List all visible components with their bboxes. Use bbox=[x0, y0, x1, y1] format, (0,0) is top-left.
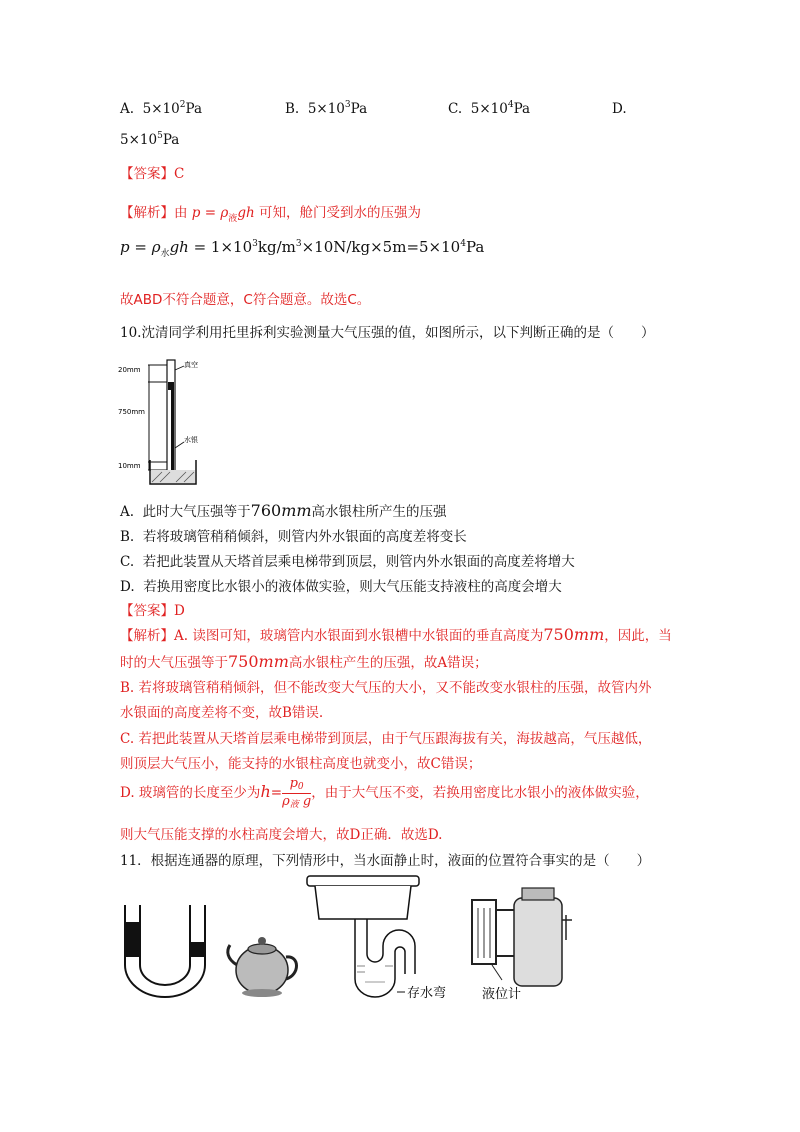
q10-answer: 【答案】D bbox=[120, 603, 185, 619]
q9-analysis: 【解析】由 $p = \rho_液gh$ 可知，舱门受到水的压强为 bbox=[120, 205, 421, 224]
q10-stem: 10.沈清同学利用托里拆利实验测量大气压强的值，如图所示，以下判断正确的是（ ） bbox=[120, 325, 655, 341]
u-tube-figure bbox=[120, 900, 210, 1000]
torricelli-figure bbox=[118, 352, 218, 490]
label-10mm: 10mm bbox=[118, 462, 141, 470]
q9-conclusion: 故ABD不符合题意，C符合题意。故选C。 bbox=[120, 292, 371, 308]
q10-option-d: D. 若换用密度比水银小的液体做实验，则大气压能支持液柱的高度会增大 bbox=[120, 579, 562, 595]
q10-option-a: A. 此时大气压强等于760mm高水银柱所产生的压强 bbox=[120, 501, 447, 520]
q10-analysis-c-line1: C. 若把此装置从天塔首层乘电梯带到顶层，由于气压跟海拔有关，海拔越高，气压越低， bbox=[120, 731, 652, 747]
label-750mm: 750mm bbox=[118, 408, 145, 416]
label-20mm: 20mm bbox=[118, 366, 141, 374]
q9-option-d-value: $5\times 10^5Pa$ bbox=[120, 131, 180, 148]
q10-analysis-b-line2: 水银面的高度差将不变，故B错误. bbox=[120, 705, 324, 721]
sink-trap-figure bbox=[305, 874, 475, 1014]
q10-analysis-a-line1: 【解析】A. 读图可知，玻璃管内水银面到水银槽中水银面的垂直高度为750mm，因此，当 bbox=[120, 625, 672, 644]
label-trap: 存水弯 bbox=[407, 986, 447, 1001]
label-mercury: 水银 bbox=[184, 436, 198, 444]
q9-option-d-label: D. bbox=[612, 101, 627, 117]
q10-analysis-d-line1: D. 玻璃管的长度至少为h= $\frac{p0}{\text{ρ液 g}}$ ，由于大气压不变，若换用密度比水银小的液体做实验， bbox=[120, 776, 649, 810]
q9-option-c: C. $5\times 10^4Pa$ bbox=[448, 100, 531, 117]
q10-analysis-d-line2: 则大气压能支撑的水柱高度会增大，故D正确．故选D. bbox=[120, 827, 443, 843]
q9-option-a: A. $5\times 10^2Pa$ bbox=[120, 100, 202, 117]
q10-analysis-b-line1: B. 若将玻璃管稍稍倾斜，但不能改变大气压的大小，又不能改变水银柱的压强，故管内外 bbox=[120, 680, 652, 696]
label-gauge: 液位计 bbox=[482, 987, 522, 1002]
q9-answer: 【答案】C bbox=[120, 166, 185, 182]
q11-stem: 11．根据连通器的原理，下列情形中，当水面静止时，液面的位置符合事实的是（ ） bbox=[120, 853, 651, 869]
q10-option-b: B. 若将玻璃管稍稍倾斜，则管内外水银面的高度差将变长 bbox=[120, 529, 467, 545]
boiler-gauge-figure bbox=[462, 880, 582, 1005]
q10-option-c: C. 若把此装置从天塔首层乘电梯带到顶层，则管内外水银面的高度差将增大 bbox=[120, 554, 575, 570]
q9-option-b: B. $5\times 10^3Pa$ bbox=[285, 100, 368, 117]
q10-analysis-a-line2: 时的大气压强等于750mm高水银柱产生的压强，故A错误； bbox=[120, 652, 488, 671]
q9-calculation: $p = \rho_水gh = 1\times 10^3kg/m^3\times 10N/kg\times 5m=5\times 10^4Pa$ bbox=[120, 238, 485, 259]
label-vacuum: 真空 bbox=[184, 361, 198, 369]
teapot-figure bbox=[222, 915, 302, 1000]
q10-analysis-c-line2: 则顶层大气压小，能支持的水银柱高度也就变小，故C错误； bbox=[120, 756, 482, 772]
